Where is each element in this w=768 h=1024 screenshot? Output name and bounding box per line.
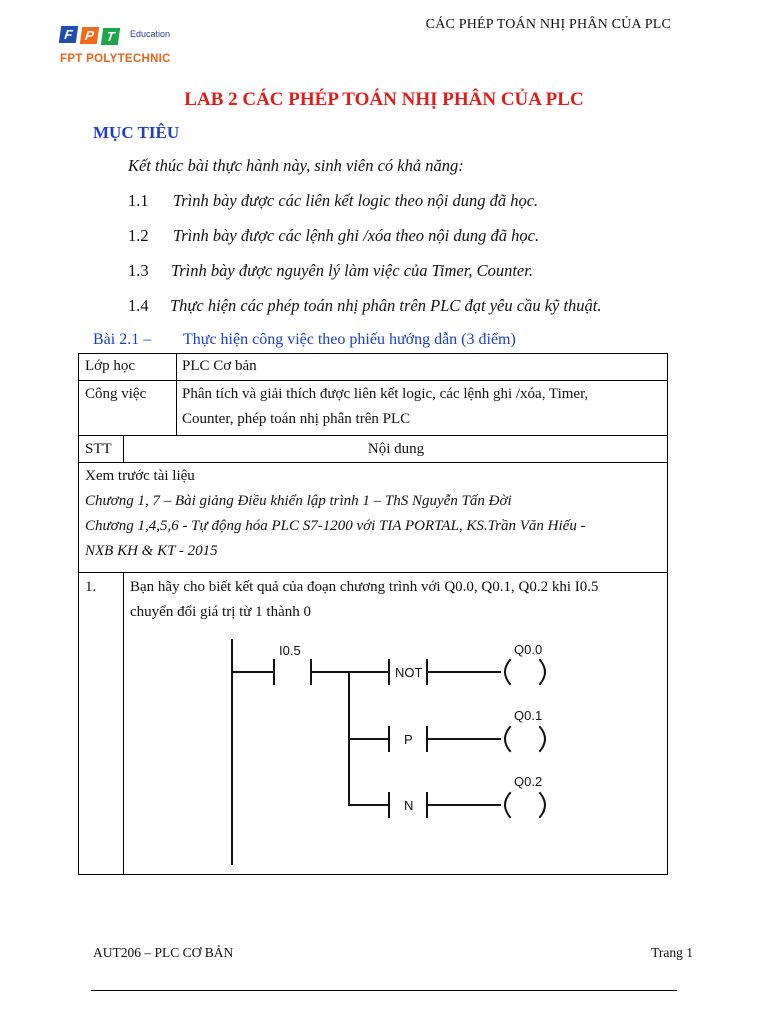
- footer-course: AUT206 – PLC CƠ BẢN: [93, 945, 234, 960]
- objective-number: 1.3: [128, 261, 149, 280]
- instruction-p: P: [404, 732, 413, 747]
- class-label: Lớp học: [85, 358, 136, 374]
- logo-letter-t: T: [101, 28, 120, 45]
- header-document-title: CÁC PHÉP TOÁN NHỊ PHÂN CỦA PLC: [425, 17, 671, 32]
- row-number: 1.: [85, 579, 97, 595]
- preview-title: Xem trước tài liệu: [85, 468, 195, 484]
- logo-polytechnic-text: FPT POLYTECHNIC: [60, 53, 171, 65]
- task-line: Phân tích và giải thích được liên kết logic, các lệnh ghi /xóa, Timer,: [182, 386, 589, 402]
- task-label: Công việc: [85, 386, 147, 402]
- footer-rule: [91, 990, 677, 991]
- question-line: Bạn hãy cho biết kết quả của đoạn chương trình với Q0.0, Q0.1, Q0.2 khi I0.5: [130, 579, 599, 595]
- preview-line: Chương 1,4,5,6 - Tự động hóa PLC S7-1200 với TIA PORTAL, KS.Trần Văn Hiếu -: [85, 518, 586, 534]
- objectives-heading: MỤC TIÊU: [93, 123, 180, 142]
- exercise-title: Thực hiện công việc theo phiếu hướng dẫn (3 điểm): [183, 331, 516, 348]
- lab-title: LAB 2 CÁC PHÉP TOÁN NHỊ PHÂN CỦA PLC: [184, 89, 584, 110]
- logo-education-text: Education: [130, 29, 171, 39]
- coil-right-arc: [540, 727, 545, 751]
- instruction-not: NOT: [395, 665, 423, 680]
- exercise-label: Bài 2.1 –: [93, 331, 152, 348]
- objective-text: Trình bày được nguyên lý làm việc của Timer, Counter.: [171, 261, 533, 280]
- coil-left-arc: [505, 660, 510, 684]
- coil-right-arc: [540, 793, 545, 817]
- objective-number: 1.4: [128, 296, 149, 315]
- footer-page-number: Trang 1: [651, 945, 693, 960]
- preview-line: NXB KH & KT - 2015: [85, 543, 218, 559]
- contact-label: I0.5: [279, 643, 301, 658]
- objective-number: 1.2: [128, 226, 149, 245]
- coil-left-arc: [505, 727, 510, 751]
- task-line: Counter, phép toán nhị phân trên PLC: [182, 411, 411, 427]
- preview-line: Chương 1, 7 – Bài giảng Điều khiển lập trình 1 – ThS Nguyễn Tấn Đời: [85, 493, 512, 509]
- coil-label: Q0.1: [514, 708, 543, 723]
- coil-label: Q0.0: [514, 642, 543, 657]
- objective-text: Trình bày được các lệnh ghi /xóa theo nội dung đã học.: [173, 226, 540, 245]
- coil-right-arc: [540, 660, 545, 684]
- objective-text: Trình bày được các liên kết logic theo nội dung đã học.: [173, 191, 539, 210]
- question-line: chuyển đổi giá trị từ 1 thành 0: [130, 604, 312, 620]
- objectives-intro: Kết thúc bài thực hành này, sinh viên có khả năng:: [128, 156, 464, 175]
- column-content: Nội dung: [367, 441, 425, 457]
- column-stt: STT: [85, 441, 112, 457]
- coil-left-arc: [505, 793, 510, 817]
- coil-label: Q0.2: [514, 774, 543, 789]
- class-value: PLC Cơ bản: [182, 358, 257, 374]
- instruction-n: N: [404, 798, 414, 813]
- logo-letter-f: F: [59, 26, 78, 43]
- objective-text: Thực hiện các phép toán nhị phân trên PLC đạt yêu cầu kỹ thuật.: [170, 296, 602, 315]
- logo-letter-p: P: [80, 27, 99, 44]
- objective-number: 1.1: [128, 191, 149, 210]
